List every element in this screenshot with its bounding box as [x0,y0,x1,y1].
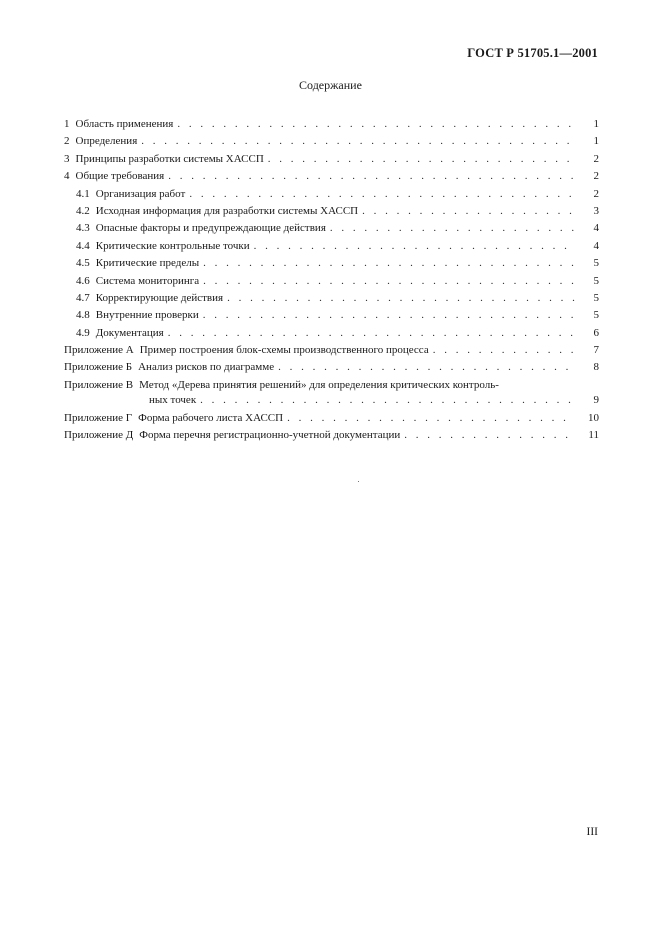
toc-entry-page: 5 [593,309,599,322]
toc-entry-label [64,427,400,444]
toc-entry-label [64,255,199,272]
toc-entry-label [64,116,173,133]
toc-entry-page: 2 [593,187,599,200]
toc-entry-text: Внутренние проверки [95,309,199,322]
toc-entry-page: 1 [593,135,599,148]
toc-entry-label [64,290,223,307]
document-id: ГОСТ Р 51705.1—2001 [467,46,598,60]
toc-appendix-entry[interactable] [64,427,599,444]
appendix-number: Приложение Г [64,411,133,424]
toc-subentry[interactable] [64,290,599,307]
toc-entry-label [64,307,199,324]
toc-entry-page: 4 [593,222,599,235]
toc-subentry[interactable] [64,273,599,290]
toc-appendix-entry[interactable] [64,342,599,359]
toc-entry-label [64,203,358,220]
toc-entry-text: Опасные факторы и предупреждающие действия [95,222,326,235]
toc-entry-label [64,186,185,203]
toc-entry-page: 5 [593,291,599,304]
toc-entry-page: 8 [593,361,599,374]
dot-leader [203,255,575,272]
toc-entry-page: 1 [593,118,599,130]
toc-entry-number: 4.2 [76,204,90,217]
dot-leader [433,342,575,359]
dot-leader [268,151,575,168]
appendix-number: Приложение В [64,378,134,391]
appendix-title: Пример построения блок-схемы производственного процесса [139,344,429,357]
toc-entry-page: 9 [593,393,599,406]
toc-appendix-entry[interactable] [64,359,599,376]
toc-entry-label [64,168,164,185]
toc-subentry[interactable] [64,203,599,220]
toc-entry[interactable] [64,168,599,185]
toc-entry-page: 11 [588,429,599,442]
dot-leader [177,116,575,133]
dot-leader [189,186,575,203]
appendix-number: Приложение Б [64,361,133,374]
toc-subentry[interactable] [64,220,599,237]
toc-subentry[interactable] [64,255,599,272]
dot-leader [203,307,575,324]
toc-entry-label [64,220,326,237]
toc-entry-number: 4.1 [76,187,90,200]
toc-entry-page: 7 [593,344,599,357]
dot-leader [168,168,575,185]
toc-entry-text: Общие требования [75,170,165,183]
toc-appendix-entry[interactable] [64,377,599,410]
toc-entry-number: 2 [64,135,70,148]
toc-entry-label [64,410,283,427]
toc-entry-number: 4.3 [76,222,90,235]
toc-subentry[interactable] [64,325,599,342]
toc-entry-page: 5 [593,274,599,287]
appendix-title: Метод «Дерева принятия решений» для определения критических контроль- [139,378,499,391]
appendix-title: Форма перечня регистрационно-учетной документации [139,429,401,442]
toc-entry[interactable] [64,116,599,133]
appendix-number: Приложение Д [64,429,134,442]
toc-entry-text: Область применения [75,118,174,130]
toc-entry-number: 4.7 [76,291,90,304]
toc-entry-label [64,325,164,342]
appendix-number: Приложение А [64,344,134,357]
toc-entry-text: Система мониторинга [95,274,200,287]
toc-entry-label [64,342,429,359]
dot-leader [278,359,575,376]
page-number: III [586,826,598,838]
toc-entry-page: 2 [593,170,599,183]
toc-entry[interactable] [64,151,599,168]
dot-leader [227,290,575,307]
toc-entry-label [64,133,137,150]
toc-appendix-entry[interactable] [64,410,599,427]
toc-entry-number: 1 [64,118,70,130]
toc-entry[interactable] [64,133,599,150]
toc-entry-text: Принципы разработки системы ХАССП [75,152,264,165]
toc-entry-continuation [64,393,599,410]
toc-entry-number: 4.9 [76,326,90,339]
dot-leader [404,427,575,444]
toc-entry-text: Корректирующие действия [95,291,224,304]
toc-entry-label [64,151,264,168]
toc-entry-label [64,377,599,393]
toc-entry-label [64,273,199,290]
toc-entry-page: 6 [593,326,599,339]
dot-leader [330,220,575,237]
toc-subentry[interactable] [64,307,599,324]
dot-leader [168,325,575,342]
dot-leader [141,133,575,150]
toc-entry-text: Критические пределы [95,257,200,270]
scan-speck [358,481,359,482]
toc-entry-page: 2 [593,152,599,165]
toc-entry-page: 3 [593,204,599,217]
toc-entry-number: 4.6 [76,274,90,287]
dot-leader [254,238,575,255]
table-of-contents [64,116,599,445]
toc-entry-label [64,238,250,255]
toc-subentry[interactable] [64,186,599,203]
toc-entry-page: 10 [588,411,599,424]
toc-entry-text: Критические контрольные точки [95,239,250,252]
dot-leader [200,393,575,408]
dot-leader [203,273,575,290]
appendix-title: Анализ рисков по диаграмме [138,361,275,374]
toc-entry-number: 3 [64,152,70,165]
toc-entry-number: 4.8 [76,309,90,322]
toc-entry-label [64,359,274,376]
toc-entry-number: 4.5 [76,257,90,270]
dot-leader [287,410,575,427]
toc-entry-text: Определения [75,135,138,148]
toc-entry-number: 4.4 [76,239,90,252]
toc-entry-text: Исходная информация для разработки системы ХАССП [95,204,359,217]
appendix-title: Форма рабочего листа ХАССП [138,411,284,424]
toc-subentry[interactable] [64,238,599,255]
toc-entry-page: 5 [593,257,599,270]
toc-entry-page: 4 [593,239,599,252]
toc-title: Содержание [299,78,362,92]
dot-leader [362,203,575,220]
toc-entry-text: Документация [95,326,164,339]
toc-entry-text: Организация работ [95,187,186,200]
toc-entry-number: 4 [64,170,70,183]
appendix-title-continued: ных точек [149,393,197,406]
